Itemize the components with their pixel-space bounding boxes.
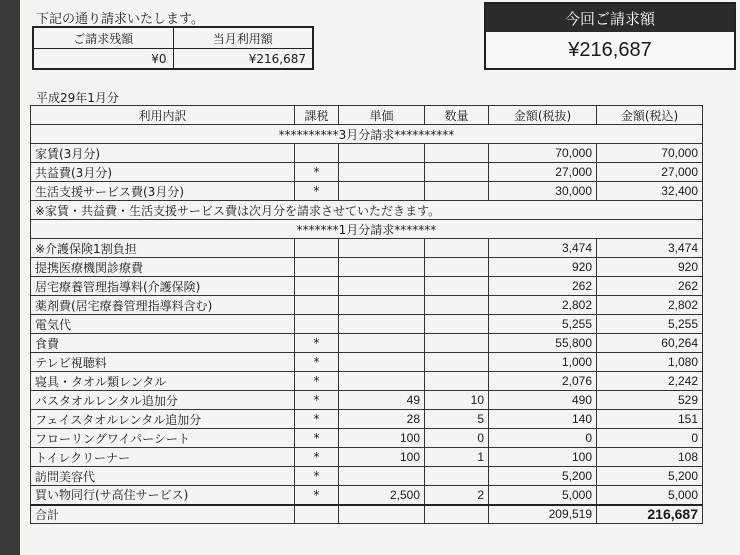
unit-price bbox=[339, 239, 425, 258]
quantity bbox=[425, 277, 489, 296]
table-row bbox=[31, 144, 703, 163]
tax-flag: * bbox=[295, 353, 339, 372]
section-row-march bbox=[31, 125, 703, 144]
tax-flag: * bbox=[295, 391, 339, 410]
amount-incl: 2,242 bbox=[597, 372, 703, 391]
unit-price: 49 bbox=[339, 391, 425, 410]
col-header-amount-incl: 金額(税込) bbox=[597, 106, 703, 125]
table-row bbox=[31, 448, 703, 467]
tax-flag bbox=[295, 277, 339, 296]
quantity bbox=[425, 144, 489, 163]
unit-price bbox=[339, 334, 425, 353]
table-row bbox=[31, 429, 703, 448]
quantity bbox=[425, 182, 489, 201]
amount-excl: 490 bbox=[489, 391, 597, 410]
quantity bbox=[425, 315, 489, 334]
amount-excl: 262 bbox=[489, 277, 597, 296]
amount-excl: 55,800 bbox=[489, 334, 597, 353]
quantity bbox=[425, 163, 489, 182]
amount-excl: 5,000 bbox=[489, 486, 597, 505]
table-row bbox=[31, 391, 703, 410]
note-text: ※家賃・共益費・生活支援サービス費は次月分を請求させていただきます。 bbox=[31, 201, 703, 220]
section-label-march: **********3月分請求********** bbox=[31, 125, 703, 144]
amount-excl: 30,000 bbox=[489, 182, 597, 201]
tax-flag: * bbox=[295, 448, 339, 467]
tax-flag bbox=[295, 144, 339, 163]
total-due-amount: ¥216,687 bbox=[568, 38, 652, 61]
amount-excl: 0 bbox=[489, 429, 597, 448]
tax-flag: * bbox=[295, 486, 339, 505]
tax-flag: * bbox=[295, 372, 339, 391]
item-name: フェイスタオルレンタル追加分 bbox=[31, 410, 295, 429]
col-header-tax: 課税 bbox=[295, 106, 339, 125]
item-name: 訪問美容代 bbox=[31, 467, 295, 486]
item-name: 電気代 bbox=[31, 315, 295, 334]
col-header-quantity: 数量 bbox=[425, 106, 489, 125]
table-row bbox=[31, 372, 703, 391]
tax-flag: * bbox=[295, 429, 339, 448]
section-row-january bbox=[31, 220, 703, 239]
table-row bbox=[31, 334, 703, 353]
unit-price bbox=[339, 258, 425, 277]
table-row bbox=[31, 239, 703, 258]
quantity bbox=[425, 353, 489, 372]
quantity: 2 bbox=[425, 486, 489, 505]
unit-price bbox=[339, 163, 425, 182]
unit-price bbox=[339, 315, 425, 334]
table-row bbox=[31, 163, 703, 182]
total-excl: 209,519 bbox=[489, 505, 597, 524]
item-name: 寝具・タオル類レンタル bbox=[31, 372, 295, 391]
amount-incl: 60,264 bbox=[597, 334, 703, 353]
quantity bbox=[425, 296, 489, 315]
amount-incl: 5,200 bbox=[597, 467, 703, 486]
item-name: 提携医療機関診療費 bbox=[31, 258, 295, 277]
unit-price: 100 bbox=[339, 429, 425, 448]
unit-price: 2,500 bbox=[339, 486, 425, 505]
amount-incl: 151 bbox=[597, 410, 703, 429]
amount-excl: 1,000 bbox=[489, 353, 597, 372]
amount-incl: 5,255 bbox=[597, 315, 703, 334]
amount-incl: 5,000 bbox=[597, 486, 703, 505]
item-name: テレビ視聴料 bbox=[31, 353, 295, 372]
unit-price: 28 bbox=[339, 410, 425, 429]
table-row bbox=[31, 182, 703, 201]
tax-flag: * bbox=[295, 410, 339, 429]
tax-flag bbox=[295, 296, 339, 315]
item-name: 家賃(3月分) bbox=[31, 144, 295, 163]
balance-label: ご請求残額 bbox=[73, 31, 134, 46]
item-name: 買い物同行(サ高住サービス) bbox=[31, 486, 295, 505]
table-row bbox=[31, 296, 703, 315]
billing-period: 平成29年1月分 bbox=[36, 91, 119, 105]
amount-incl: 32,400 bbox=[597, 182, 703, 201]
quantity bbox=[425, 467, 489, 486]
item-name: バスタオルレンタル追加分 bbox=[31, 391, 295, 410]
col-header-item: 利用内訳 bbox=[31, 106, 295, 125]
unit-price bbox=[339, 296, 425, 315]
total-row bbox=[31, 505, 703, 524]
amount-incl: 0 bbox=[597, 429, 703, 448]
tax-flag: * bbox=[295, 163, 339, 182]
col-header-amount-excl: 金額(税抜) bbox=[489, 106, 597, 125]
quantity: 1 bbox=[425, 448, 489, 467]
table-row bbox=[31, 467, 703, 486]
item-name: 薬剤費(居宅療養管理指導料含む) bbox=[31, 296, 295, 315]
table-row bbox=[31, 353, 703, 372]
col-header-unit-price: 単価 bbox=[339, 106, 425, 125]
item-name: 食費 bbox=[31, 334, 295, 353]
tax-flag bbox=[295, 239, 339, 258]
amount-incl: 2,802 bbox=[597, 296, 703, 315]
amount-excl: 140 bbox=[489, 410, 597, 429]
unit-price bbox=[339, 372, 425, 391]
balance-value: ¥0 bbox=[151, 52, 167, 66]
amount-incl: 27,000 bbox=[597, 163, 703, 182]
amount-incl: 920 bbox=[597, 258, 703, 277]
item-name: 生活支援サービス費(3月分) bbox=[31, 182, 295, 201]
amount-excl: 70,000 bbox=[489, 144, 597, 163]
detail-table bbox=[30, 105, 703, 524]
amount-excl: 5,200 bbox=[489, 467, 597, 486]
amount-incl: 262 bbox=[597, 277, 703, 296]
summary-box bbox=[32, 26, 314, 70]
unit-price: 100 bbox=[339, 448, 425, 467]
amount-excl: 3,474 bbox=[489, 239, 597, 258]
tax-flag: * bbox=[295, 182, 339, 201]
quantity bbox=[425, 258, 489, 277]
tax-flag: * bbox=[295, 467, 339, 486]
table-row bbox=[31, 277, 703, 296]
table-row bbox=[31, 315, 703, 334]
unit-price bbox=[339, 182, 425, 201]
amount-incl: 529 bbox=[597, 391, 703, 410]
amount-excl: 27,000 bbox=[489, 163, 597, 182]
usage-label: 当月利用額 bbox=[173, 28, 313, 48]
amount-excl: 2,076 bbox=[489, 372, 597, 391]
amount-incl: 1,080 bbox=[597, 353, 703, 372]
quantity bbox=[425, 372, 489, 391]
unit-price bbox=[339, 144, 425, 163]
header-row bbox=[31, 106, 703, 125]
tax-flag: * bbox=[295, 334, 339, 353]
item-name: トイレクリーナー bbox=[31, 448, 295, 467]
total-incl: 216,687 bbox=[597, 505, 703, 524]
unit-price bbox=[339, 277, 425, 296]
note-row bbox=[31, 201, 703, 220]
quantity: 0 bbox=[425, 429, 489, 448]
amount-incl: 108 bbox=[597, 448, 703, 467]
amount-excl: 100 bbox=[489, 448, 597, 467]
total-label: 合計 bbox=[31, 505, 295, 524]
amount-excl: 2,802 bbox=[489, 296, 597, 315]
quantity bbox=[425, 334, 489, 353]
usage-value: ¥216,687 bbox=[173, 49, 313, 69]
item-name: ※介護保険1割負担 bbox=[31, 239, 295, 258]
tax-flag bbox=[295, 315, 339, 334]
item-name: 居宅療養管理指導料(介護保険) bbox=[31, 277, 295, 296]
table-row bbox=[31, 486, 703, 505]
quantity: 10 bbox=[425, 391, 489, 410]
unit-price bbox=[339, 467, 425, 486]
unit-price bbox=[339, 353, 425, 372]
amount-incl: 70,000 bbox=[597, 144, 703, 163]
tax-flag bbox=[295, 258, 339, 277]
amount-incl: 3,474 bbox=[597, 239, 703, 258]
total-due-box bbox=[484, 2, 736, 70]
total-due-label: 今回ご請求額 bbox=[486, 4, 734, 32]
invoice-page bbox=[20, 0, 740, 555]
item-name: フローリングワイパーシート bbox=[31, 429, 295, 448]
amount-excl: 5,255 bbox=[489, 315, 597, 334]
quantity: 5 bbox=[425, 410, 489, 429]
amount-excl: 920 bbox=[489, 258, 597, 277]
section-label-january: *******1月分請求******* bbox=[31, 220, 703, 239]
table-row bbox=[31, 258, 703, 277]
table-row bbox=[31, 410, 703, 429]
item-name: 共益費(3月分) bbox=[31, 163, 295, 182]
quantity bbox=[425, 239, 489, 258]
intro-text: 下記の通り請求いたします。 bbox=[36, 12, 204, 27]
